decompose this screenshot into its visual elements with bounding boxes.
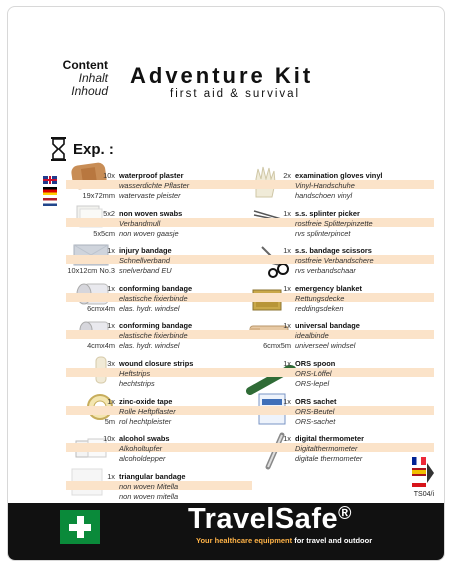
item-highlight-band [248,368,434,377]
item-name: triangular bandage [119,471,186,481]
item-name: conforming bandage [119,321,193,331]
item-name-dutch: rvs splinterpincet [295,228,351,238]
item-name-german: Digitalthermometer [295,444,358,454]
brand-safe: Safe [274,503,339,535]
item-name: waterproof plaster [119,171,184,180]
item-name-dutch: digitale thermometer [295,454,363,464]
item-size: 6cmx4m [87,303,115,313]
item-name-dutch: alcoholdepper [119,454,166,464]
tagline-part-b: for travel and outdoor [292,536,373,545]
item-name-dutch: elas. hydr. windsel [119,303,180,313]
item-name: universal bandage [295,321,360,331]
item-name-german: elastische fixierbinde [119,331,188,341]
item-name-dutch: non woven gaasje [119,228,179,238]
list-item [8,433,445,473]
item-quantity: 1x [107,321,115,331]
product-code: TS04/i [413,491,434,498]
item-highlight-band [248,330,434,339]
item-name-dutch: rvs verbandschaar [295,266,356,276]
czech-flag-icon [412,479,426,487]
item-size: 4cmx4m [87,341,115,351]
item-name: conforming bandage [119,283,193,293]
item-name-german: rostfreie Verbandschere [295,256,374,266]
item-name: examination gloves vinyl [295,171,383,180]
item-size: 19x72mm [82,191,115,200]
item-name-dutch: elas. hydr. windsel [119,341,180,351]
item-name-german: Alkoholtupfer [119,444,163,454]
content-label [48,59,108,98]
item-name-dutch: ORS-sachet [295,416,336,426]
item-quantity: 1x [283,208,291,218]
brand-registered: ® [338,503,352,523]
item-quantity: 10x [103,171,115,180]
content-de: Inhalt [78,71,108,85]
item-quantity: 2x [283,171,291,180]
item-size: 10x12cm No.3 [67,266,115,276]
list-item [8,396,445,436]
item-name: ORS sachet [295,396,337,406]
item-name: non woven swabs [119,208,183,218]
item-name-german: idealbinde [295,331,329,341]
brand-tagline [196,536,372,545]
item-name: digital thermometer [295,434,364,444]
page-title: Adventure Kit [130,63,314,88]
item-quantity: 1x [283,359,291,368]
item-name-german: Rolle Heftpflaster [119,406,176,416]
content-nl: Inhoud [71,84,108,98]
item-quantity: 1x [283,283,291,293]
item-quantity: 3x [107,359,115,368]
item-quantity: 1x [107,471,115,481]
brand-travel: Travel [188,503,275,535]
item-name-german: rostfreie Splitterpinzette [295,218,373,228]
french-flag-icon [412,457,426,465]
list-item [8,245,445,285]
item-quantity: 5x2 [103,208,115,218]
content-en: Content [62,58,108,72]
item-name-german: Heftstrips [119,369,151,378]
item-size: 5x5cm [93,228,115,238]
item-quantity: 1x [283,396,291,406]
item-quantity: 10x [103,434,115,444]
expiry-label: Exp. : [73,140,114,158]
item-name: s.s. bandage scissors [295,246,372,256]
item-name-dutch: rol hechtpleister [119,416,172,426]
item-size: 5m [104,416,115,426]
item-name-german: wasserdichte Pflaster [119,181,190,190]
item-name-german: Rettungsdecke [295,293,345,303]
item-name: emergency blanket [295,283,362,293]
item-name: wound closure strips [119,359,194,368]
list-item [8,283,445,323]
item-name-german: ORS-Beutel [295,406,335,416]
item-quantity: 1x [283,434,291,444]
item-quantity: 1x [107,283,115,293]
item-name-dutch: reddingsdeken [295,303,344,313]
tagline-part-a: Your healthcare equipment [196,536,293,545]
item-quantity: 1x [107,246,115,256]
item-name-dutch: non woven mitella [119,491,179,501]
page-subtitle: first aid & survival [170,88,301,100]
item-name-german: Verbandmull [119,218,161,228]
first-aid-cross-icon [60,510,100,544]
item-name-dutch: handschoen vinyl [295,191,353,200]
item-name-dutch: universeel windsel [295,341,356,351]
item-name: s.s. splinter picker [295,208,360,218]
list-item [8,208,445,248]
hourglass-icon [50,137,67,161]
item-name-dutch: snelverband EU [119,266,172,276]
item-name-german: non woven Mitella [119,481,179,491]
item-name: ORS spoon [295,359,336,368]
item-name: alcohol swabs [119,434,170,444]
list-item [8,170,445,210]
brand-footer [8,503,445,561]
spanish-flag-icon [412,468,426,476]
item-name-german: ORS-Löffel [295,369,332,378]
item-name-dutch: hechtstrips [119,379,155,388]
item-name-german: elastische fixierbinde [119,293,188,303]
arrow-right-icon [427,463,434,483]
brand-logo [188,503,352,536]
list-item [8,358,445,398]
item-size: 6cmx5m [263,341,291,351]
item-name: injury bandage [119,246,172,256]
kit-card [7,6,445,561]
item-name-german: Vinyl-Handschuhe [295,181,355,190]
item-quantity: 1x [283,246,291,256]
item-quantity: 1x [107,396,115,406]
item-name: zinc-oxide tape [119,396,173,406]
item-highlight-band [248,406,434,415]
list-item [8,320,445,360]
item-name-dutch: ORS-lepel [295,379,330,388]
item-name-dutch: watervaste pleister [119,191,181,200]
item-name-german: Schnellverband [119,256,170,266]
item-quantity: 1x [283,321,291,331]
